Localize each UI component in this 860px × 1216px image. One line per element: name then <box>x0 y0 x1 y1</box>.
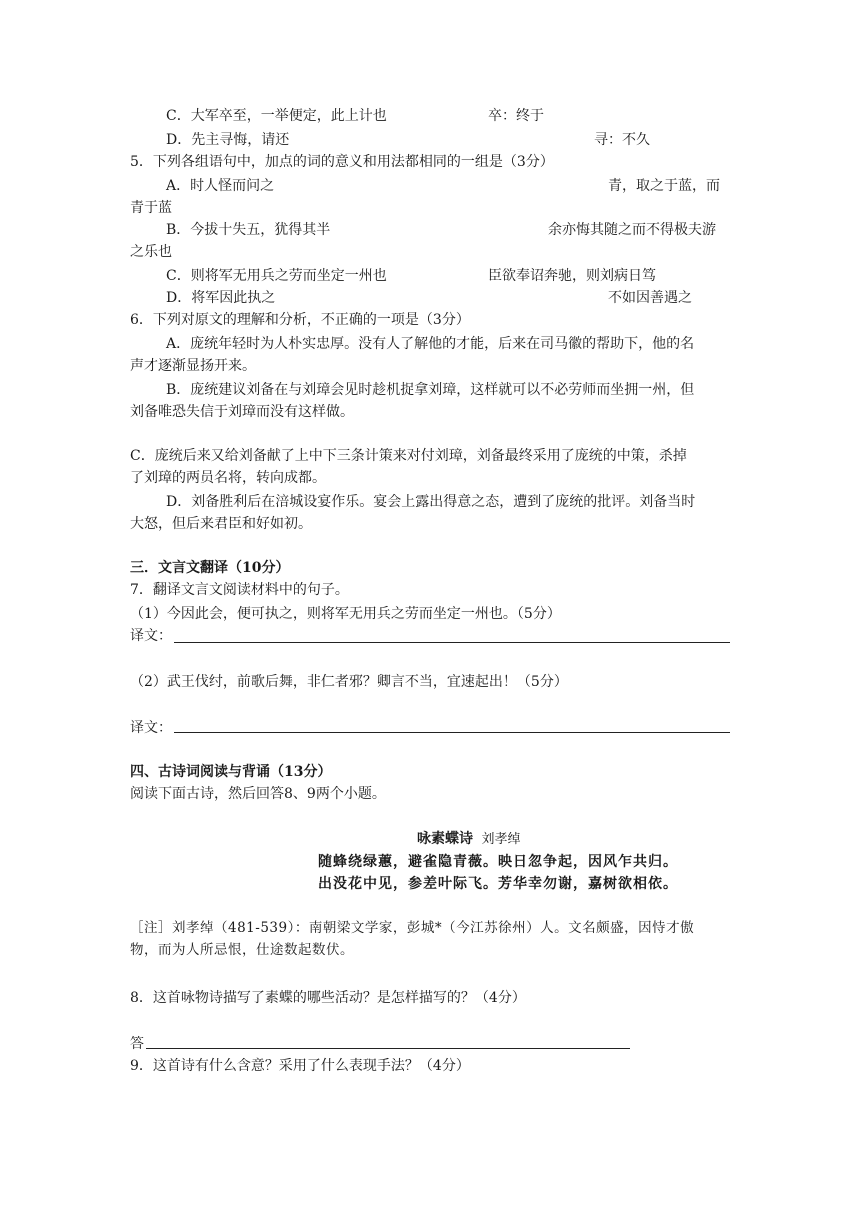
q8-answer-label: 答 <box>130 1036 144 1052</box>
q5-option-a: A．时人怪而问之 <box>166 178 275 194</box>
q6-option-b-line1: B．庞统建议刘备在与刘璋会见时趁机捉拿刘璋，这样就可以不必劳师而坐拥一州，但 <box>166 382 695 398</box>
q7-answer-line-2[interactable] <box>174 732 730 733</box>
q5-option-d-compare: 不如因善遇之 <box>608 290 692 306</box>
q6-option-c-line2: 了刘璋的两员名将，转向成都。 <box>130 470 326 486</box>
q6-option-d-line1: D．刘备胜利后在涪城设宴作乐。宴会上露出得意之态，遭到了庞统的批评。刘备当时 <box>166 494 696 510</box>
q6-option-b-line2: 刘备唯恐失信于刘璋而没有这样做。 <box>130 404 354 420</box>
q5-option-c: C．则将军无用兵之劳而坐定一州也 <box>166 268 387 284</box>
q7-sentence-2: （2）武王伐纣，前歌后舞，非仁者邪？卿言不当，宜速起出！（5分） <box>130 674 568 690</box>
q4-option-c-gloss: 卒：终于 <box>488 108 544 124</box>
q5-option-c-compare: 臣欲奉诏奔驰，则刘病日笃 <box>488 268 656 284</box>
q6-option-d-line2: 大怒，但后来君臣和好如初。 <box>130 516 312 532</box>
poem-heading <box>417 829 520 850</box>
q7-sentence-1: （1）今因此会，便可执之，则将军无用兵之劳而坐定一州也。（5分） <box>130 606 561 622</box>
q5-option-d: D．将军因此执之 <box>166 290 276 306</box>
q6-option-a-line2: 声才逐渐显扬开来。 <box>130 358 256 374</box>
section-3-heading: 三．文言文翻译（10分） <box>130 560 290 576</box>
q6-option-a-line1: A．庞统年轻时为人朴实忠厚。没有人了解他的才能，后来在司马徽的帮助下，他的名 <box>166 336 695 352</box>
q8-stem: 8．这首咏物诗描写了素蝶的哪些活动？是怎样描写的？（4分） <box>130 990 526 1006</box>
poem-author: 刘孝绰 <box>481 832 521 847</box>
q8-answer-line[interactable] <box>146 1048 630 1049</box>
q5-option-b-cont: 之乐也 <box>130 244 172 260</box>
q7-answer-line-1[interactable] <box>174 642 730 643</box>
q4-option-c: C．大军卒至，一举便定，此上计也 <box>166 108 387 124</box>
poem-title: 咏素蝶诗 <box>417 831 473 847</box>
q4-option-d: D．先主寻悔，请还 <box>166 132 290 148</box>
poem-note-line2: 物，而为人所忌恨，仕途数起数伏。 <box>130 942 354 958</box>
q7-answer-label-1: 译文： <box>130 628 172 644</box>
poem-note-line1: ［注］刘孝绰（481-539）：南朝梁文学家，彭城*（今江苏徐州）人。文名颇盛，因恃才傲 <box>130 920 695 936</box>
poem-line-2: 出没花中见，参差叶际飞。芳华幸勿谢，嘉树欲相依。 <box>318 876 678 892</box>
q5-option-a-cont: 青于蓝 <box>130 200 172 216</box>
q7-stem: 7．翻译文言文阅读材料中的句子。 <box>130 582 349 598</box>
q6-stem: 6．下列对原文的理解和分析，不正确的一项是（3分） <box>130 312 470 328</box>
q4-option-d-gloss: 寻：不久 <box>594 132 650 148</box>
q7-answer-label-2: 译文： <box>130 720 172 736</box>
q5-option-b: B．今拔十失五，犹得其半 <box>166 222 331 238</box>
q9-stem: 9．这首诗有什么含意？采用了什么表现手法？（4分） <box>130 1058 470 1074</box>
q6-option-c-line1: C．庞统后来又给刘备献了上中下三条计策来对付刘璋，刘备最终采用了庞统的中策，杀掉 <box>130 448 687 464</box>
q5-option-a-compare: 青，取之于蓝，而 <box>608 178 720 194</box>
poem-line-1: 随蜂绕绿蕙，避雀隐青薇。映日忽争起，因风乍共归。 <box>318 854 678 870</box>
q5-stem: 5．下列各组语句中，加点的词的意义和用法都相同的一组是（3分） <box>130 154 554 170</box>
q5-option-b-compare: 余亦悔其随之而不得极夫游 <box>548 222 716 238</box>
poem-intro: 阅读下面古诗，然后回答8、9两个小题。 <box>130 786 386 802</box>
section-4-heading: 四、古诗词阅读与背诵（13分） <box>130 764 332 780</box>
